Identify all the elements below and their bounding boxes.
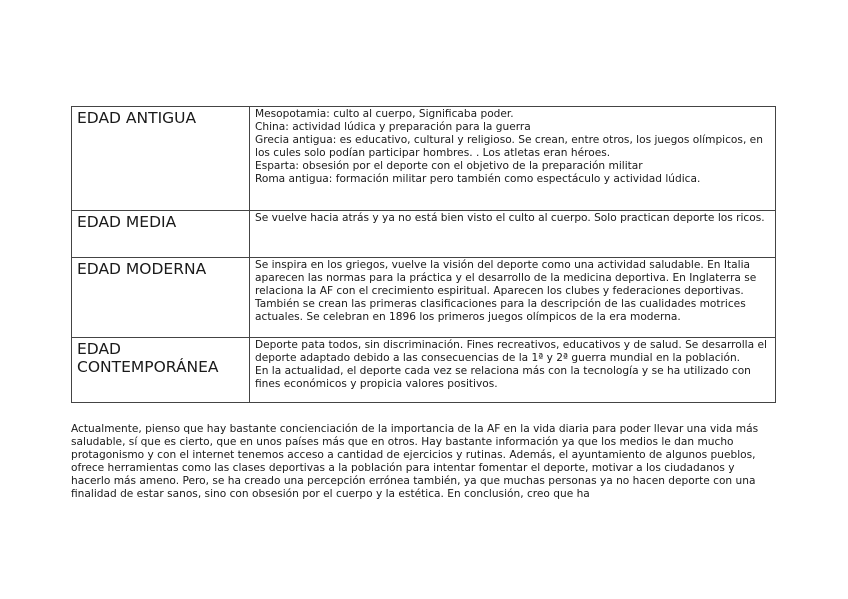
description-line: Mesopotamia: culto al cuerpo, Significaba poder. <box>255 108 514 120</box>
description-line: Roma antigua: formación militar pero también como espectáculo y actividad lúdica. <box>255 172 701 185</box>
era-description <box>250 107 776 211</box>
era-description <box>250 258 776 338</box>
description-line: Grecia antigua: es educativo, cultural y religioso. Se crean, entre otros, los juegos olímpicos, en los cules solo podían participar hombres. . Los atletas eran héroes. <box>255 133 763 159</box>
era-description <box>250 211 776 258</box>
description-line: En la actualidad, el deporte cada vez se relaciona más con la tecnología y se ha utilizado con fines económicos y propicia valores positivos. <box>255 364 751 390</box>
table-row-edad-media <box>72 211 776 258</box>
body-paragraph: Actualmente, pienso que hay bastante concienciación de la importancia de la AF en la vida diaria para poder llevar una vida más saludable, sí que es cierto, que en unos países más que en otros. Hay bastante información ya que los medios le dan mucho protagonismo y con el internet tenemos acceso a cantidad de ejercicios y rutinas. Además, el ayuntamiento de algunos pueblos, ofrece herramientas como las clases deportivas a la población para intentar fomentar el deporte, motivar a los ciudadanos y hacerlo más ameno. Pero, se ha creado una percepción errónea también, ya que muchas personas ya no hacen deporte con una finalidad de estar sanos, sino con obsesión por el cuerpo y la estética. En conclusión, creo que ha <box>71 423 759 500</box>
history-table <box>71 106 776 403</box>
description-line: Se inspira en los griegos, vuelve la visión del deporte como una actividad saludable. En Italia aparecen las normas para la práctica y el desarrollo de la medicina deportiva. En Inglaterra se relaciona la AF con el crecimiento espiritual. Aparecen los clubes y federaciones deportivas. También se crean las primeras clasificaciones para la descripción de las cualidades motrices actuales. Se celebran en 1896 los primeros juegos olímpicos de la era moderna. <box>255 259 757 323</box>
description-line: Deporte pata todos, sin discriminación. Fines recreativos, educativos y de salud. Se desarrolla el deporte adaptado debido a las consecuencias de la 1ª y 2ª guerra mundial en la población. <box>255 339 767 364</box>
description-line: Esparta: obsesión por el deporte con el objetivo de la preparación militar <box>255 159 643 172</box>
era-label: EDAD ANTIGUA <box>72 107 250 211</box>
era-label: EDAD CONTEMPORÁNEA <box>72 338 250 403</box>
era-label: EDAD MODERNA <box>72 258 250 338</box>
era-label: EDAD MEDIA <box>72 211 250 258</box>
era-description <box>250 338 776 403</box>
table-row-edad-moderna <box>72 258 776 338</box>
table-row-edad-contemporanea <box>72 338 776 403</box>
description-line: Se vuelve hacia atrás y ya no está bien visto el culto al cuerpo. Solo practican deporte los ricos. <box>255 212 765 224</box>
description-line: China: actividad lúdica y preparación para la guerra <box>255 120 531 133</box>
table-row-edad-antigua <box>72 107 776 211</box>
